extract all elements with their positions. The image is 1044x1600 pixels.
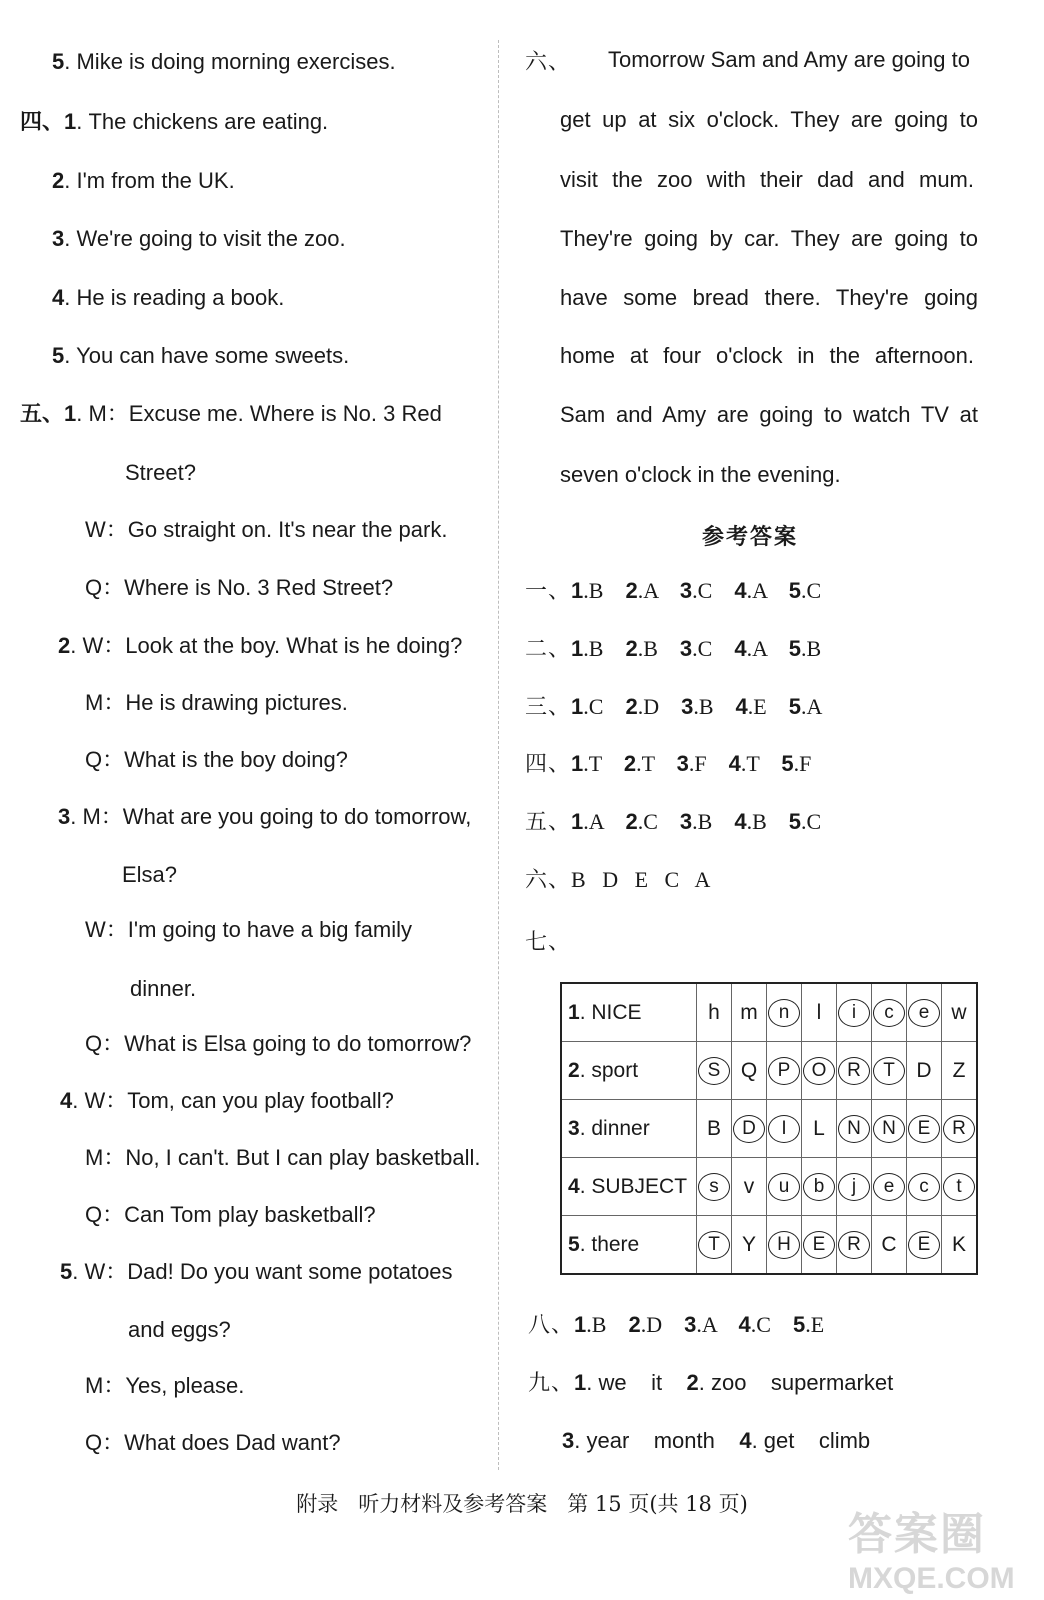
grid-word: 1. NICE <box>561 983 697 1042</box>
section6-line-2: visit the zoo with their dad and mum. <box>560 167 974 192</box>
grid-letter: L <box>802 1100 837 1158</box>
page-footer: 附录 听力材料及参考答案 第 15 页(共 18 页) <box>296 1492 748 1516</box>
left-line-12: Q：What is the boy doing? <box>85 747 348 772</box>
grid-word: 3. dinner <box>561 1100 697 1158</box>
grid-letter-circled: E <box>802 1216 837 1275</box>
grid-word: 4. SUBJECT <box>561 1158 697 1216</box>
left-line-21: 5. W：Dad! Do you want some potatoes <box>60 1259 453 1284</box>
grid-letter-circled: c <box>872 983 907 1042</box>
left-line-13: 3. M：What are you going to do tomorrow, <box>58 804 472 829</box>
grid-word: 2. sport <box>561 1042 697 1100</box>
grid-row-4 <box>561 1158 977 1216</box>
grid-letter-circled: c <box>907 1158 942 1216</box>
grid-letter-circled: n <box>767 983 802 1042</box>
section6-label: 六、 <box>525 49 572 74</box>
watermark-logo <box>848 1498 1038 1594</box>
grid-letter: B <box>697 1100 732 1158</box>
grid-letter-circled: N <box>872 1100 907 1158</box>
grid-letter-circled: t <box>942 1158 978 1216</box>
grid-letter-circled: H <box>767 1216 802 1275</box>
grid-letter-circled: D <box>732 1100 767 1158</box>
left-line-5: 5. You can have some sweets. <box>52 343 350 368</box>
grid-letter: Y <box>732 1216 767 1275</box>
left-line-22: and eggs? <box>128 1317 231 1342</box>
section6-line-3: They're going by car. They are going to <box>560 226 978 251</box>
left-line-18: 4. W：Tom, can you play football? <box>60 1088 394 1113</box>
left-line-23: M：Yes, please. <box>85 1373 245 1398</box>
left-line-24: Q：What does Dad want? <box>85 1430 341 1455</box>
left-line-14: Elsa? <box>122 862 178 887</box>
answer-row-6: 六、B D E C A <box>525 867 711 892</box>
grid-letter-circled: T <box>872 1042 907 1100</box>
grid-letter: h <box>697 983 732 1042</box>
grid-letter: Q <box>732 1042 767 1100</box>
grid-letter-circled: R <box>837 1216 872 1275</box>
grid-letter-circled: j <box>837 1158 872 1216</box>
grid-row-1 <box>561 983 977 1042</box>
grid-letter-circled: S <box>697 1042 732 1100</box>
grid-row-3 <box>561 1100 977 1158</box>
grid-letter-circled: O <box>802 1042 837 1100</box>
grid-letter-circled: E <box>907 1216 942 1275</box>
word-search-grid <box>560 982 978 1275</box>
left-line-17: Q：What is Elsa going to do tomorrow? <box>85 1031 472 1056</box>
section7-label: 七、 <box>525 929 572 954</box>
grid-letter: v <box>732 1158 767 1216</box>
left-line-1: 四、1. The chickens are eating. <box>20 109 329 134</box>
answer-row-9-line-1: 九、1. we it 2. zoo supermarket <box>528 1370 894 1395</box>
left-line-15: W：I'm going to have a big family <box>85 917 413 942</box>
left-line-10: 2. W：Look at the boy. What is he doing? <box>58 633 463 658</box>
answer-row-8: 八、1.B 2.D 3.A 4.C 5.E <box>528 1312 825 1337</box>
grid-letter-circled: s <box>697 1158 732 1216</box>
grid-row-5 <box>561 1216 977 1275</box>
section6-line-7: seven o'clock in the evening. <box>560 462 841 487</box>
grid-letter-circled: N <box>837 1100 872 1158</box>
grid-letter-circled: e <box>907 983 942 1042</box>
section6-line-5: home at four o'clock in the afternoon. <box>560 343 974 368</box>
left-line-3: 3. We're going to visit the zoo. <box>52 226 346 251</box>
answer-row-3: 三、1.C 2.D 3.B 4.E 5.A <box>525 694 823 719</box>
answer-row-1: 一、1.B 2.A 3.C 4.A 5.C <box>525 578 822 603</box>
left-line-16: dinner. <box>130 976 197 1001</box>
grid-letter-circled: b <box>802 1158 837 1216</box>
grid-letter-circled: R <box>942 1100 978 1158</box>
left-line-6: 五、1. M：Excuse me. Where is No. 3 Red <box>20 401 442 426</box>
left-line-19: M：No, I can't. But I can play basketball. <box>85 1145 481 1170</box>
grid-letter-circled: u <box>767 1158 802 1216</box>
left-line-0: 5. Mike is doing morning exercises. <box>52 49 396 74</box>
grid-letter-circled: i <box>837 983 872 1042</box>
watermark-bottom: MXQE.COM <box>848 1562 1015 1595</box>
section6-line-4: have some bread there. They're going <box>560 285 978 310</box>
left-line-11: M：He is drawing pictures. <box>85 690 348 715</box>
watermark-top: 答案圈 <box>848 1510 986 1559</box>
grid-letter-circled: e <box>872 1158 907 1216</box>
section6-line-6: Sam and Amy are going to watch TV at <box>560 402 978 427</box>
answer-row-2: 二、1.B 2.B 3.C 4.A 5.B <box>525 636 822 661</box>
grid-letter-circled: P <box>767 1042 802 1100</box>
grid-row-2 <box>561 1042 977 1100</box>
grid-letter: m <box>732 983 767 1042</box>
grid-letter-circled: I <box>767 1100 802 1158</box>
answer-row-9-line-2: 3. year month 4. get climb <box>562 1428 871 1453</box>
left-line-4: 4. He is reading a book. <box>52 285 285 310</box>
left-line-20: Q：Can Tom play basketball? <box>85 1202 376 1227</box>
grid-letter-circled: E <box>907 1100 942 1158</box>
column-divider <box>498 40 499 1470</box>
left-line-2: 2. I'm from the UK. <box>52 168 235 193</box>
section6-line-1: get up at six o'clock. They are going to <box>560 107 978 132</box>
grid-letter: Z <box>942 1042 978 1100</box>
grid-word: 5. there <box>561 1216 697 1275</box>
left-line-7: Street? <box>125 460 196 485</box>
answers-title: 参考答案 <box>702 524 799 549</box>
grid-letter-circled: T <box>697 1216 732 1275</box>
grid-letter: l <box>802 983 837 1042</box>
left-line-9: Q：Where is No. 3 Red Street? <box>85 575 394 600</box>
grid-letter: D <box>907 1042 942 1100</box>
section6-line-0: Tomorrow Sam and Amy are going to <box>608 47 970 72</box>
grid-letter: C <box>872 1216 907 1275</box>
answer-row-5: 五、1.A 2.C 3.B 4.B 5.C <box>525 809 822 834</box>
answer-row-4: 四、1.T 2.T 3.F 4.T 5.F <box>525 751 812 776</box>
grid-letter: K <box>942 1216 978 1275</box>
grid-letter-circled: R <box>837 1042 872 1100</box>
grid-letter: w <box>942 983 978 1042</box>
left-line-8: W：Go straight on. It's near the park. <box>85 517 448 542</box>
